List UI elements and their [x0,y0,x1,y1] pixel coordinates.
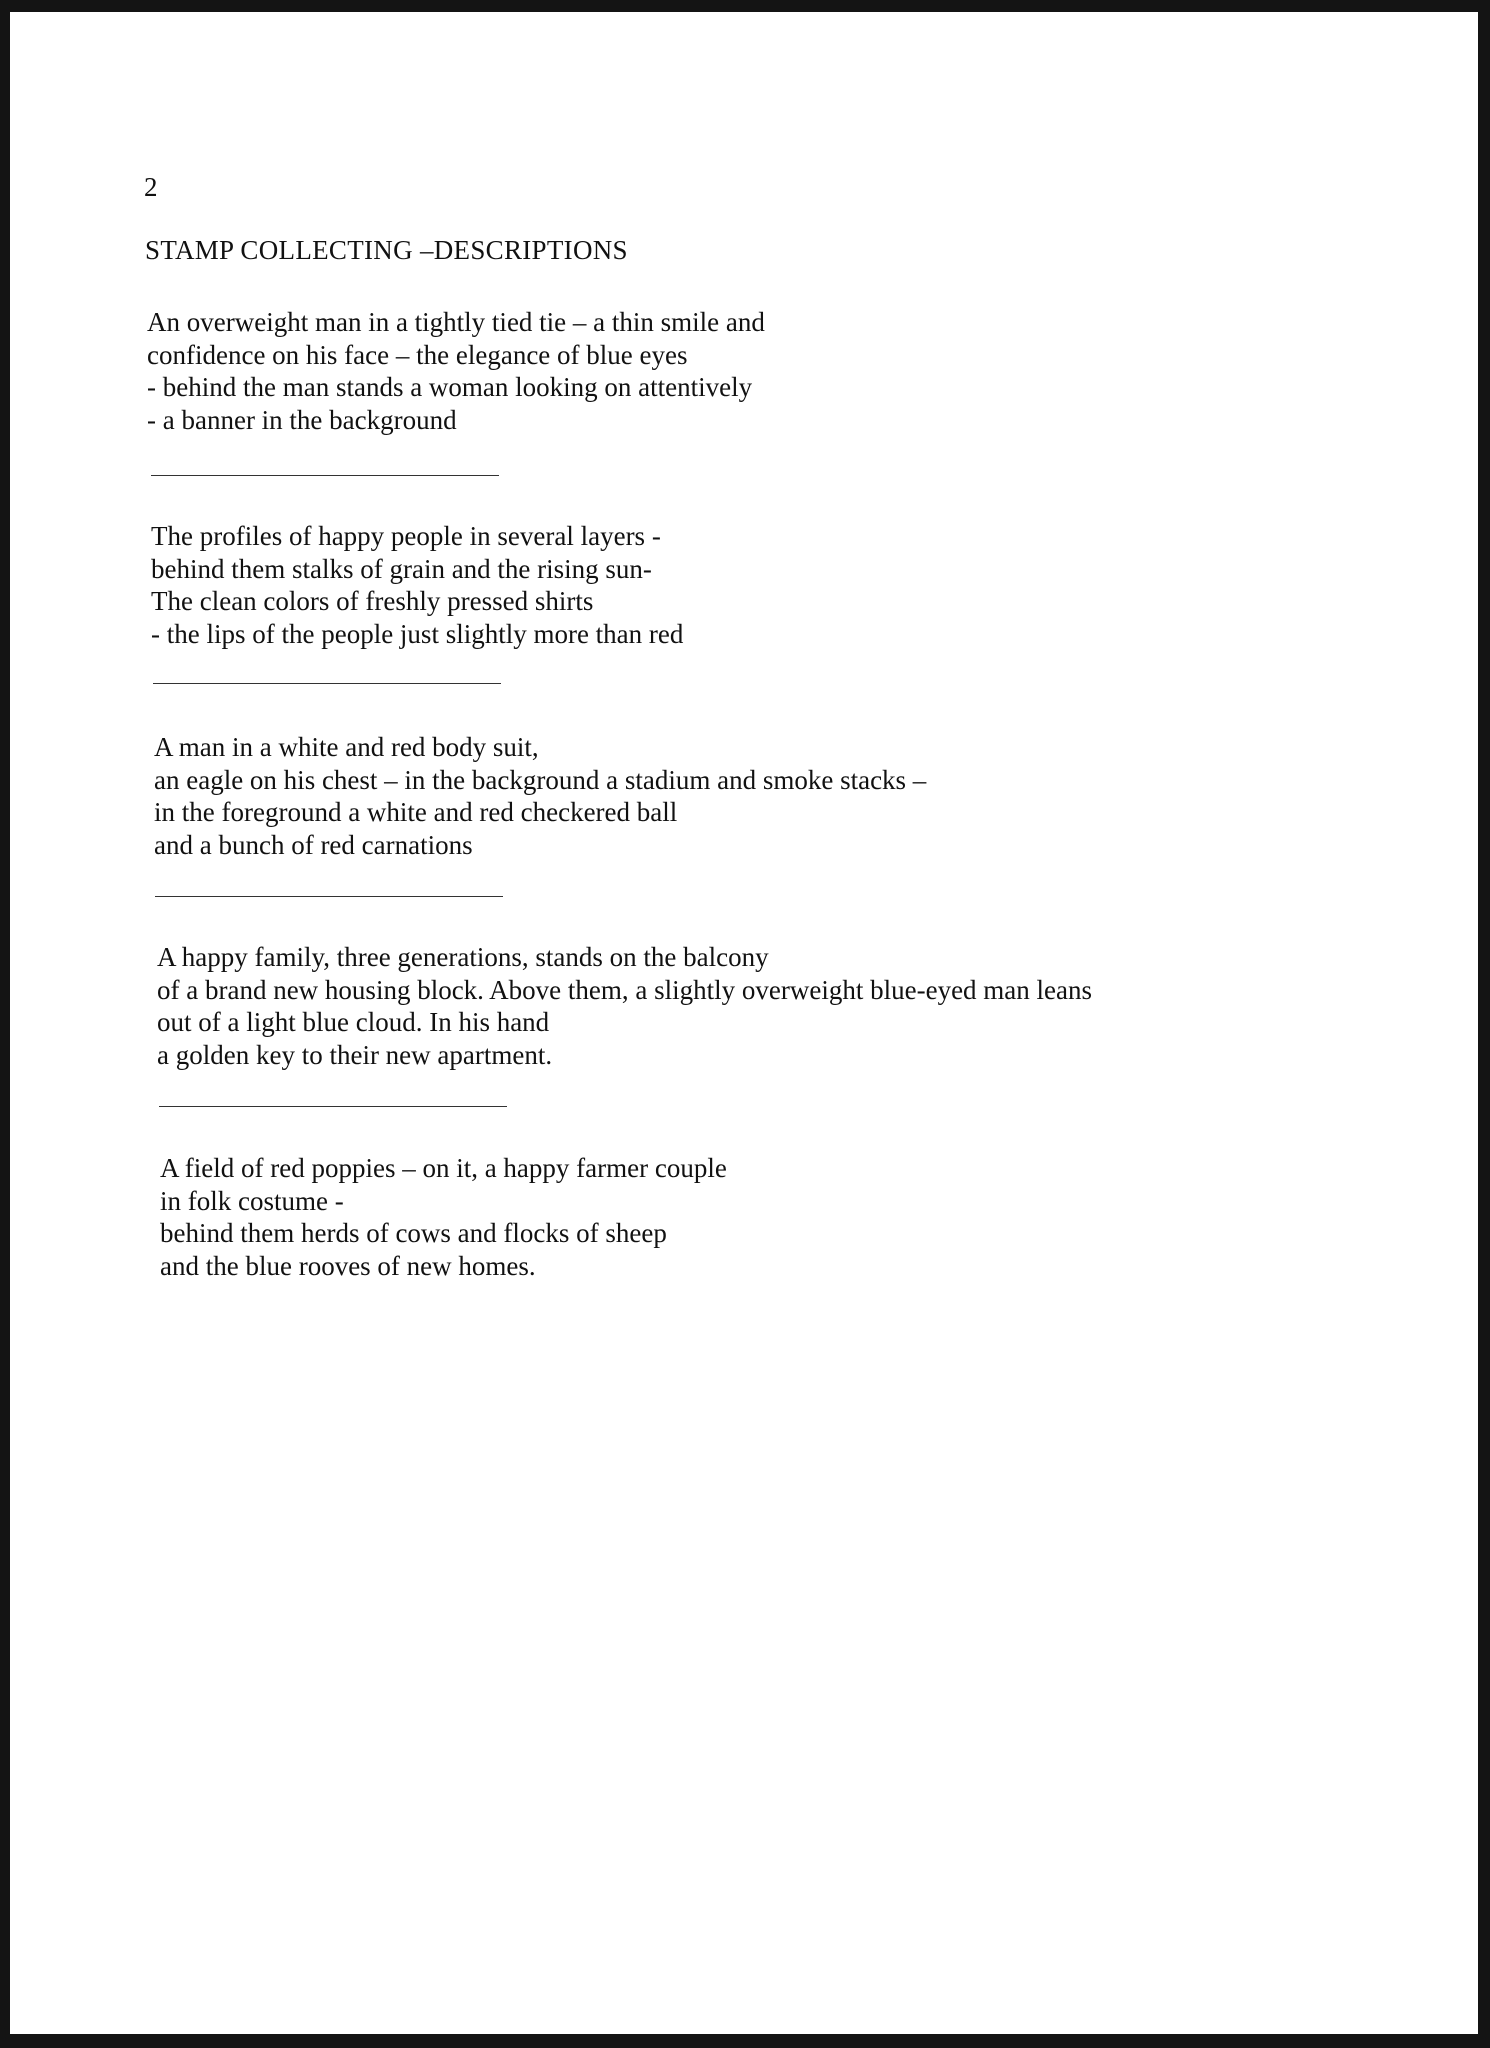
stanza-line: - a banner in the background [147,404,457,435]
stanza-line: out of a light blue cloud. In his hand [157,1007,550,1037]
stanza-5 [160,1152,727,1282]
stanza-line: an eagle on his chest – in the background a stadium and smoke stacks – [154,764,927,795]
stanza-line: The profiles of happy people in several layers - [151,521,661,551]
stanza-separator [153,683,501,684]
stanza-3 [154,731,926,861]
stanza-1 [147,306,765,436]
stanza-line: in the foreground a white and red checkered ball [154,797,678,827]
stanza-line: - behind the man stands a woman looking on attentively [147,372,753,402]
stanza-line: and a bunch of red carnations [154,829,473,860]
stanza-line: in folk costume - [160,1185,344,1216]
document-title: STAMP COLLECTING –DESCRIPTIONS [145,235,628,265]
stanza-line: The clean colors of freshly pressed shirts [151,586,594,616]
stanza-line: and the blue rooves of new homes. [160,1250,536,1281]
stanza-line: - the lips of the people just slightly more than red [151,618,684,649]
stanza-line: A happy family, three generations, stands on the balcony [157,942,769,972]
stanza-4 [157,941,1092,1071]
stanza-line: behind them stalks of grain and the rising sun- [151,553,652,584]
stanza-line: confidence on his face – the elegance of blue eyes [147,339,688,370]
stanza-separator [159,1106,507,1107]
stanza-separator [151,475,499,476]
page-number: 2 [144,172,158,202]
document-page [10,12,1478,2034]
stanza-line: An overweight man in a tightly tied tie – a thin smile and [147,307,765,337]
stanza-line: a golden key to their new apartment. [157,1039,553,1070]
stanza-line: A man in a white and red body suit, [154,732,539,762]
stanza-line: A field of red poppies – on it, a happy farmer couple [160,1153,727,1183]
stanza-2 [151,520,683,650]
stanza-separator [155,896,503,897]
stanza-line: of a brand new housing block. Above them, a slightly overweight blue-eyed man leans [157,974,1093,1005]
stanza-line: behind them herds of cows and flocks of sheep [160,1218,667,1248]
